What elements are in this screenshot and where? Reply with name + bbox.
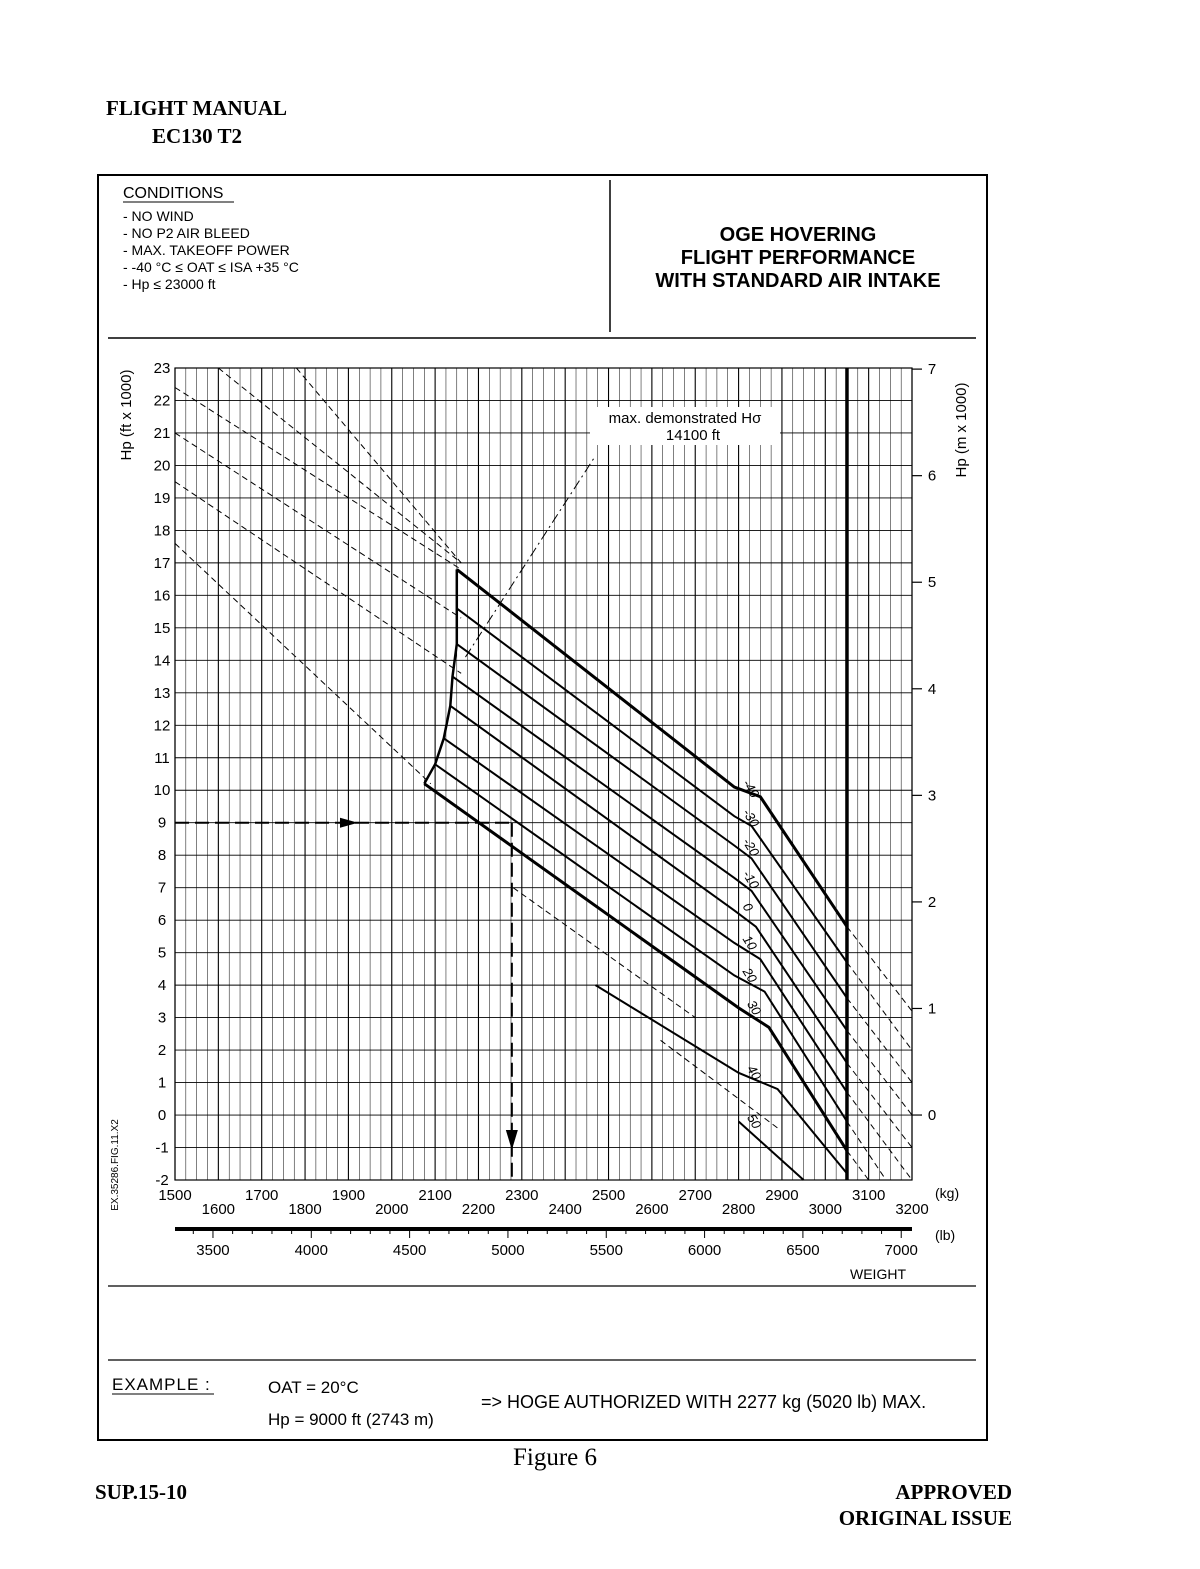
y-tick-label-ft: 2 — [157, 1042, 167, 1060]
y-tick-label-ft: 21 — [153, 424, 171, 442]
envelope-left-boundary — [424, 569, 457, 783]
y-tick-label-ft: 22 — [153, 392, 171, 410]
x-tick-label-kg: 2600 — [635, 1201, 669, 1218]
footer-approval: APPROVED — [895, 1480, 1012, 1504]
y-tick-label-ft: 4 — [157, 977, 167, 995]
curve-label: 40 — [744, 1062, 765, 1083]
y-tick-label-ft: -2 — [155, 1172, 169, 1189]
y-tick-label-ft: 20 — [153, 457, 171, 475]
y-axis-label-left: Hp (ft x 1000) — [118, 369, 135, 461]
figure-code: EX.35286.FIG.11.X2 — [110, 1119, 121, 1211]
y-tick-label-ft: 1 — [157, 1074, 167, 1092]
y-tick-label-m: 4 — [927, 680, 937, 698]
curve-label: 50 — [744, 1111, 765, 1132]
y-tick-label-ft: 9 — [157, 814, 167, 832]
y-tick-label-ft: 3 — [157, 1009, 167, 1027]
x-tick-label-kg: 2900 — [765, 1187, 799, 1204]
curve-label: -20 — [739, 835, 763, 859]
footer-issue: ORIGINAL ISSUE — [838, 1506, 1012, 1530]
y-tick-label-m: 7 — [927, 361, 937, 379]
y-tick-label-m: 0 — [927, 1107, 937, 1125]
x-tick-label-kg: 3000 — [808, 1201, 842, 1218]
guide-line-dashed — [847, 1122, 886, 1180]
oat-curves — [424, 569, 847, 1180]
x-tick-label-lb: 5000 — [491, 1242, 525, 1259]
y-tick-label-ft: 12 — [153, 717, 171, 735]
guide-line-dashed — [175, 543, 431, 783]
curve-label: 30 — [744, 997, 765, 1018]
example-label: EXAMPLE : — [112, 1375, 211, 1394]
y-tick-label-ft: 18 — [153, 522, 171, 540]
x-tick-label-kg: 2200 — [461, 1201, 496, 1218]
y-tick-label-ft: 19 — [153, 489, 171, 507]
y-tick-label-ft: 17 — [153, 554, 171, 572]
example-oat: OAT = 20°C — [268, 1378, 359, 1397]
max-demonstrated-label: max. demonstrated Hσ — [608, 410, 762, 427]
y-tick-label-m: 1 — [927, 1000, 937, 1018]
curve-label: -30 — [739, 805, 763, 830]
y-tick-label-ft: 13 — [153, 684, 171, 702]
condition-item: - NO P2 AIR BLEED — [123, 225, 250, 241]
conditions-title: CONDITIONS — [123, 185, 224, 202]
example-arrow-right — [340, 818, 358, 828]
curve-label: -40 — [739, 776, 763, 801]
x-tick-label-kg: 2700 — [678, 1187, 712, 1204]
condition-item: - Hp ≤ 23000 ft — [123, 276, 216, 292]
y-tick-label-m: 5 — [927, 574, 937, 592]
x-tick-label-kg: 1700 — [245, 1187, 279, 1204]
x-tick-label-kg: 2100 — [418, 1187, 452, 1204]
y-tick-label-ft: 15 — [153, 619, 171, 637]
x-tick-label-lb: 6000 — [687, 1242, 722, 1259]
y-tick-label-m: 3 — [927, 787, 937, 805]
figure-caption: Figure 6 — [512, 1444, 598, 1471]
x-tick-label-kg: 1800 — [288, 1201, 322, 1218]
y-tick-label-ft: 14 — [153, 652, 171, 670]
curve-label: 20 — [739, 965, 761, 986]
x-tick-label-kg: 3100 — [851, 1187, 886, 1204]
y-tick-label-ft: 10 — [153, 782, 171, 800]
x-tick-label-kg: 2300 — [505, 1187, 539, 1204]
y-tick-label-ft: 8 — [157, 847, 167, 865]
curve-label: 0 — [739, 900, 757, 915]
example-hp: Hp = 9000 ft (2743 m) — [268, 1410, 434, 1429]
example-path — [175, 818, 518, 1180]
y-tick-label-ft: -1 — [155, 1139, 169, 1157]
conditions-list — [123, 208, 299, 292]
x-tick-label-lb: 5500 — [589, 1242, 623, 1259]
y-tick-label-ft: 6 — [157, 912, 167, 930]
x-tick-label-kg: 1500 — [158, 1187, 192, 1204]
condition-item: - MAX. TAKEOFF POWER — [123, 242, 290, 258]
x-unit-kg: (kg) — [935, 1185, 960, 1201]
y-tick-label-ft: 23 — [153, 360, 171, 377]
condition-item: - -40 °C ≤ OAT ≤ ISA +35 °C — [123, 259, 299, 275]
x-tick-label-lb: 7000 — [884, 1242, 918, 1259]
y-tick-label-ft: 5 — [157, 944, 167, 962]
footer-reference: SUP.15-10 — [95, 1480, 187, 1504]
curve-oat-40 — [596, 985, 848, 1173]
x-tick-label-lb: 6500 — [786, 1242, 820, 1259]
x-tick-label-kg: 2800 — [721, 1201, 756, 1218]
y-tick-label-ft: 16 — [153, 587, 171, 605]
x-tick-label-lb: 4000 — [294, 1242, 328, 1259]
curve-label: 10 — [739, 932, 761, 953]
curve-oat-10 — [444, 738, 847, 1092]
curve-label: -10 — [739, 867, 763, 892]
curve-oat-0 — [450, 706, 847, 1063]
x-tick-label-kg: 1900 — [331, 1187, 366, 1204]
y-tick-label-ft: 11 — [154, 749, 170, 767]
x-tick-label-lb: 3500 — [196, 1242, 230, 1259]
x-unit-lb: (lb) — [935, 1227, 956, 1243]
x-tick-label-kg: 2400 — [548, 1201, 582, 1218]
condition-item: - NO WIND — [123, 208, 194, 224]
chart-title-line-3: WITH STANDARD AIR INTAKE — [655, 270, 941, 292]
y-tick-label-m: 6 — [927, 467, 937, 485]
y-tick-label-ft: 0 — [157, 1107, 167, 1125]
x-tick-label-kg: 1600 — [201, 1201, 236, 1218]
example-arrow-down — [506, 1130, 518, 1150]
x-tick-label-kg: 3200 — [895, 1201, 929, 1218]
x-tick-label-kg: 2500 — [591, 1187, 626, 1204]
max-demonstrated-value: 14100 ft — [665, 427, 721, 444]
x-axis-label: WEIGHT — [850, 1266, 906, 1282]
y-tick-label-m: 2 — [927, 893, 937, 911]
manual-title: FLIGHT MANUAL — [106, 96, 288, 120]
aircraft-model: EC130 T2 — [152, 124, 243, 148]
y-axis-label-right: Hp (m x 1000) — [953, 382, 970, 478]
x-tick-label-kg: 2000 — [375, 1201, 409, 1218]
x-tick-label-lb: 4500 — [392, 1242, 427, 1259]
chart-title-line-2: FLIGHT PERFORMANCE — [680, 247, 916, 269]
chart-title-line-1: OGE HOVERING — [719, 224, 877, 246]
y-tick-label-ft: 7 — [157, 879, 167, 897]
example-result: => HOGE AUTHORIZED WITH 2277 kg (5020 lb) MAX. — [481, 1392, 927, 1412]
